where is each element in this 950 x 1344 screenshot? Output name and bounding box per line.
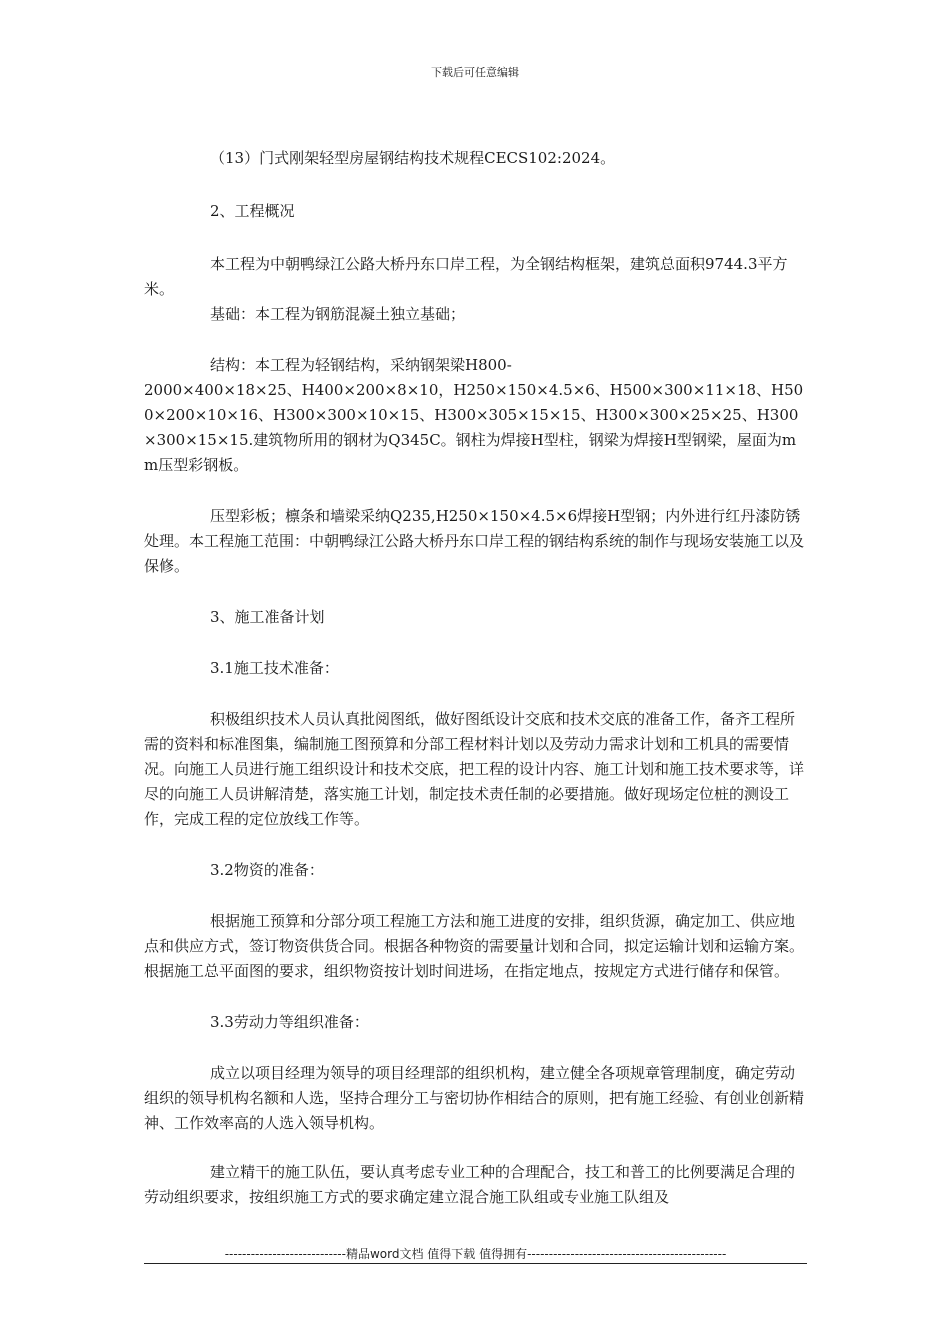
page-footer: ----------------------------精品word文档 值得下载 值得拥有----------------------------------------------: [224, 1247, 727, 1261]
paragraph-structure-detail: 2000×400×18×25、H400×200×8×10，H250×150×4.5×6、H500×300×11×18、H500×200×10×16、H300×300×10×15、H300×305×15×15、H300×300×25×25、H300×300×15×15.建筑物所用的钢材为Q345C。钢柱为焊接H型柱，钢梁为焊接H型钢梁，屋面为mm压型彩钢板。: [144, 381, 804, 474]
section-heading: 3、施工准备计划: [210, 608, 325, 626]
page-header: 下载后可任意编辑: [431, 66, 519, 79]
paragraph-team-building: 建立精干的施工队伍，要认真考虑专业工种的合理配合，技工和普工的比例要满足合理的劳动组织要求，按组织施工方式的要求确定建立混合施工队组或专业施工队组及: [144, 1163, 796, 1206]
paragraph-foundation: 基础：本工程为钢筋混凝土独立基础；: [210, 305, 466, 323]
standard-reference: （13）门式刚架轻型房屋钢结构技术规程CECS102:2024。: [210, 149, 616, 167]
subsection-heading: 3.2物资的准备：: [210, 861, 324, 879]
section-heading: 2、工程概况: [210, 202, 295, 220]
document-body: [144, 146, 807, 1210]
paragraph-profiled-sheet: 压型彩板；檩条和墙梁采纳Q235,H250×150×4.5×6焊接H型钢；内外进行红丹漆防锈处理。本工程施工范围：中朝鸭绿江公路大桥丹东口岸工程的钢结构系统的制作与现场安装施工以及保修。: [144, 507, 805, 575]
subsection-heading: 3.1施工技术准备：: [210, 659, 339, 677]
subsection-heading: 3.3劳动力等组织准备：: [210, 1013, 369, 1031]
paragraph-labor-org: 成立以项目经理为领导的项目经理部的组织机构，建立健全各项规章管理制度，确定劳动组织的领导机构名额和人选，坚持合理分工与密切协作相结合的原则，把有施工经验、有创业创新精神、工作效率高的人选入领导机构。: [144, 1064, 805, 1132]
paragraph-material-prep: 根据施工预算和分部分项工程施工方法和施工进度的安排，组织货源，确定加工、供应地点和供应方式，签订物资供货合同。根据各种物资的需要量计划和合同，拟定运输计划和运输方案。根据施工总平面图的要求，组织物资按计划时间进场，在指定地点，按规定方式进行储存和保管。: [144, 912, 805, 980]
footer-divider: [144, 1263, 807, 1264]
paragraph-technical-prep: 积极组织技术人员认真批阅图纸，做好图纸设计交底和技术交底的准备工作，备齐工程所需的资料和标准图集，编制施工图预算和分部工程材料计划以及劳动力需求计划和工机具的需要情况。向施工人员进行施工组织设计和技术交底，把工程的设计内容、施工计划和施工技术要求等，详尽的向施工人员讲解清楚，落实施工计划，制定技术责任制的必要措施。做好现场定位桩的测设工作，完成工程的定位放线工作等。: [144, 710, 805, 828]
paragraph-overview: 本工程为中朝鸭绿江公路大桥丹东口岸工程，为全钢结构框架，建筑总面积9744.3平方米。: [144, 255, 788, 298]
paragraph-structure-intro: 结构：本工程为轻钢结构，采纳钢架梁H800-: [210, 356, 512, 374]
